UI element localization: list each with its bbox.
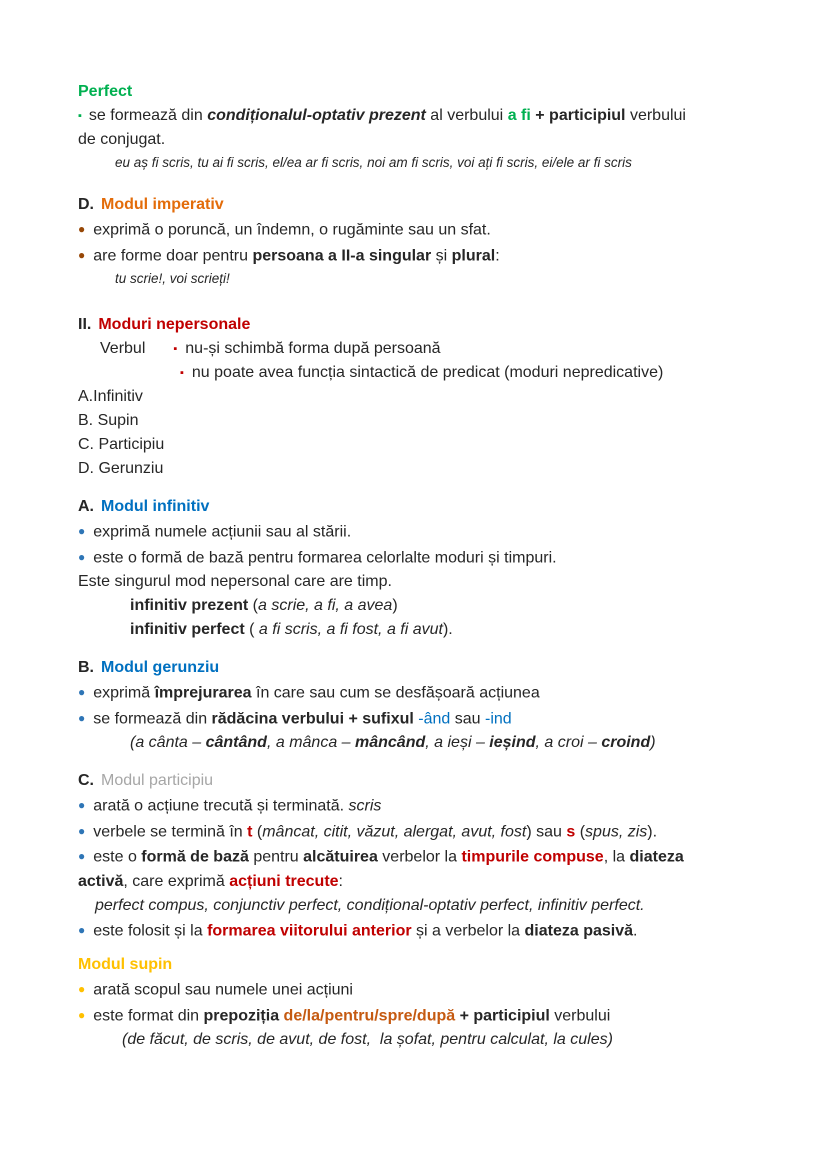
perfect-wrap-line <box>78 128 798 152</box>
imperativ-bullet-2 <box>78 243 798 269</box>
text-segment: este format din <box>93 1007 204 1024</box>
text-segment: ( <box>244 621 259 638</box>
text-segment: cântând <box>205 734 267 751</box>
text-segment: formă de bază <box>141 848 249 866</box>
infinitiv-bullet-1 <box>78 519 798 545</box>
text-segment: prepoziția <box>203 1007 284 1024</box>
text-segment: nu-și schimbă forma după persoană <box>185 340 441 357</box>
text-segment: arată o acțiune trecută și terminată. <box>93 797 349 815</box>
text-segment: este folosit și la <box>93 922 208 939</box>
text-segment: se formează din <box>93 710 212 727</box>
perfect-bullet-line <box>78 104 798 128</box>
text-segment: t <box>247 823 253 840</box>
heading-label: II. <box>78 316 92 333</box>
infinitiv-bullet-2 <box>78 545 798 571</box>
section-imperativ <box>78 193 798 290</box>
perfect-heading <box>78 80 798 104</box>
section-supin <box>78 953 798 1052</box>
section-perfect <box>78 80 798 174</box>
text-segment: + participiul <box>530 107 626 124</box>
heading-label: D. <box>78 196 94 213</box>
text-segment: diateza pasivă <box>524 922 634 939</box>
text-segment: : <box>338 872 343 890</box>
text-segment: și a verbelor la <box>411 922 525 939</box>
text-segment: formarea viitorului anterior <box>207 922 412 939</box>
infinitiv-heading <box>78 495 798 519</box>
text-segment: , a croi – <box>535 734 602 751</box>
text-segment: s <box>566 823 576 840</box>
text-segment: ). <box>647 823 658 840</box>
text-segment: a fi scris, a fi fost, a fi avut <box>258 621 443 638</box>
text-segment: sau <box>450 710 485 727</box>
square-bullet-icon: ▪ <box>78 110 82 122</box>
text-segment: exprimă o poruncă, un îndemn, o rugăminte sau un sfat. <box>93 221 491 239</box>
text-segment: . <box>633 922 638 939</box>
text-segment: ( <box>575 823 586 840</box>
text-segment: și <box>431 247 452 264</box>
dot-bullet-icon: ● <box>78 222 86 236</box>
text-segment: plural <box>451 247 496 264</box>
dot-bullet-icon: ● <box>78 798 86 812</box>
heading-label: A. <box>78 498 94 515</box>
participiu-bullet-3-line-2 <box>78 870 798 894</box>
text-segment: arată scopul sau numele unei acțiuni <box>93 981 353 999</box>
section-gerunziu <box>78 656 798 755</box>
text-segment: este o formă de bază pentru formarea celorlalte moduri și timpuri. <box>93 549 557 566</box>
text-segment: -ind <box>485 710 512 727</box>
text-segment: timpurile compuse <box>461 848 604 866</box>
participiu-bullet-1 <box>78 793 798 819</box>
imperativ-heading <box>78 193 798 217</box>
supin-bullet-1 <box>78 977 798 1003</box>
text-segment: de conjugat. <box>78 131 166 148</box>
participiu-bullet-3-line-1 <box>78 844 798 870</box>
section-infinitiv <box>78 495 798 642</box>
heading-text: Modul gerunziu <box>101 659 220 676</box>
heading-text: Modul imperativ <box>101 196 224 213</box>
dot-bullet-icon: ● <box>78 685 86 699</box>
text-segment: ( <box>248 597 259 614</box>
participiu-bullet-2 <box>78 819 798 845</box>
text-segment: , a ieși – <box>425 734 490 751</box>
text-segment: -ând <box>418 710 451 727</box>
text-segment: are forme doar pentru <box>93 247 253 264</box>
infinitiv-form-2 <box>130 618 798 642</box>
imperativ-example: tu scrie!, voi scrieți! <box>115 271 230 286</box>
gerunziu-heading <box>78 656 798 680</box>
supin-bullet-2 <box>78 1003 798 1029</box>
text-segment: ) sau <box>526 823 567 840</box>
dot-bullet-icon: ● <box>78 710 86 725</box>
text-segment: , care exprimă <box>123 872 230 890</box>
dot-bullet-icon: ● <box>78 849 86 863</box>
text-segment: verbele se termină în <box>93 823 248 840</box>
text-segment: : <box>495 247 500 264</box>
list-item: D. Gerunziu <box>78 460 164 477</box>
heading-text: Modul infinitiv <box>101 498 210 515</box>
text-segment: + participiul <box>455 1007 550 1024</box>
text-segment: ( <box>130 734 136 751</box>
text-segment: a fi <box>507 107 531 124</box>
text-segment: activă <box>78 872 124 890</box>
text-segment: în care sau cum se desfășoară acțiunea <box>251 684 540 702</box>
text-segment: a cânta – <box>135 734 206 751</box>
text-segment: diateza <box>629 848 684 866</box>
text-segment: ( <box>252 823 263 840</box>
text-segment: ieșind <box>489 734 536 751</box>
text-segment: verbelor la <box>377 848 462 866</box>
text-segment: alcătuirea <box>303 848 378 866</box>
supin-heading <box>78 953 798 977</box>
dot-bullet-icon: ● <box>78 922 86 937</box>
heading-label: B. <box>78 659 94 676</box>
text-segment: ) <box>392 597 398 614</box>
heading-text: Modul supin <box>78 956 173 973</box>
gerunziu-bullet-2 <box>78 706 798 732</box>
text-segment: exprimă <box>93 684 155 702</box>
dot-bullet-icon: ● <box>78 247 86 262</box>
participiu-heading <box>78 769 798 793</box>
text-segment: , la <box>603 848 630 866</box>
text-segment: de/la/pentru/spre/după <box>283 1007 456 1024</box>
text-segment: , a mânca – <box>266 734 355 751</box>
text-segment: scris <box>348 797 382 815</box>
gerunziu-bullet-1 <box>78 680 798 706</box>
text-segment: ). <box>442 621 453 638</box>
text-segment: verbului <box>549 1007 611 1024</box>
square-bullet-icon: ▪ <box>173 343 178 355</box>
heading-text: Modul participiu <box>101 772 214 789</box>
square-bullet-icon: ▪ <box>180 367 184 379</box>
dot-bullet-icon: ● <box>78 1007 86 1022</box>
list-item: A.Infinitiv <box>78 388 143 405</box>
text-segment: exprimă numele acțiunii sau al stării. <box>93 523 352 541</box>
gerunziu-example <box>130 731 798 755</box>
nepersonale-row-1 <box>78 337 798 361</box>
dot-bullet-icon: ● <box>78 549 86 564</box>
heading-text: Perfect <box>78 83 133 100</box>
heading-label: C. <box>78 772 94 789</box>
text-segment: al verbului <box>425 107 508 124</box>
text-segment: spus, zis <box>585 823 648 840</box>
nepersonale-heading <box>78 313 798 337</box>
imperativ-bullet-1 <box>78 217 798 243</box>
text-segment: croind <box>601 734 651 751</box>
dot-bullet-icon: ● <box>78 823 86 838</box>
text-segment: infinitiv prezent <box>130 597 249 614</box>
text-segment: condiționalul-optativ prezent <box>207 107 426 124</box>
list-item: B. Supin <box>78 412 139 429</box>
participiu-example: perfect compus, conjunctiv perfect, condițional-optativ perfect, infinitiv perfect. <box>95 896 645 914</box>
participiu-bullet-4 <box>78 918 798 944</box>
text-segment: nu poate avea funcția sintactică de predicat (moduri nepredicative) <box>191 364 664 381</box>
text-segment: este o <box>93 848 142 866</box>
text-segment: mâncat, citit, văzut, alergat, avut, fost <box>262 823 527 840</box>
heading-text: Moduri nepersonale <box>98 316 251 333</box>
text-segment: verbului <box>625 107 686 124</box>
text-segment: Verbul <box>100 340 146 357</box>
section-participiu <box>78 769 798 943</box>
text-segment: a scrie, a fi, a avea <box>258 597 393 614</box>
text-segment: acțiuni trecute <box>229 872 339 890</box>
dot-bullet-icon: ● <box>78 982 86 996</box>
supin-example: (de făcut, de scris, de avut, de fost, la șofat, pentru calculat, la cules) <box>122 1031 613 1048</box>
dot-bullet-icon: ● <box>78 524 86 538</box>
text-segment: împrejurarea <box>154 684 252 702</box>
nepersonale-row-2 <box>78 361 798 385</box>
text-segment: ) <box>650 734 656 751</box>
text-segment: pentru <box>248 848 304 866</box>
text-segment: rădăcina verbului + sufixul <box>211 710 414 727</box>
text-segment: mâncând <box>355 734 426 751</box>
text-segment: se formează din <box>88 107 208 124</box>
list-item: C. Participiu <box>78 436 165 453</box>
infinitiv-note: Este singurul mod nepersonal care are timp. <box>78 573 392 590</box>
text-segment: infinitiv perfect <box>130 621 245 638</box>
text-segment: persoana a II-a singular <box>252 247 432 264</box>
section-nepersonale <box>78 313 798 481</box>
infinitiv-form-1 <box>130 594 798 618</box>
perfect-example: eu aș fi scris, tu ai fi scris, el/ea ar fi scris, noi am fi scris, voi ați fi scris, ei/ele ar fi scris <box>115 155 632 170</box>
